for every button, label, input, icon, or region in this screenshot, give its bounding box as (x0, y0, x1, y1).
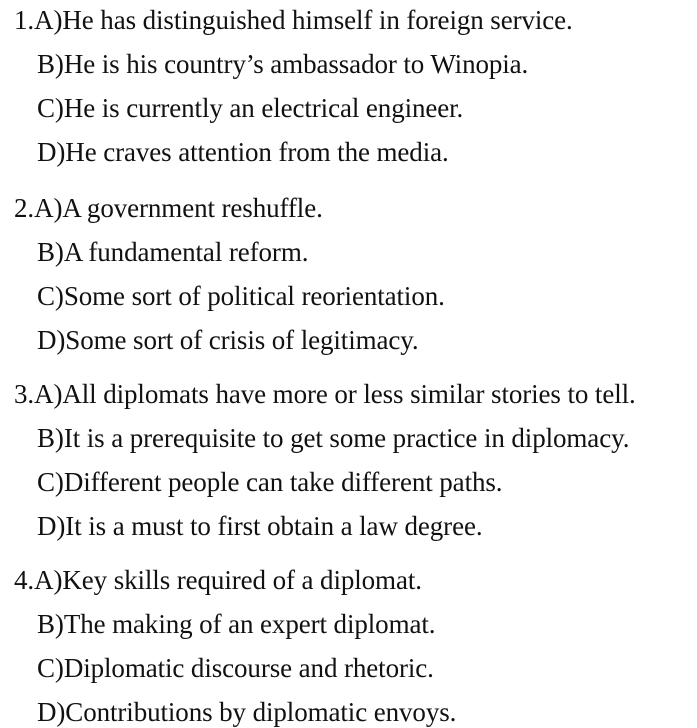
option-3a (14, 378, 636, 410)
option-letter: B) (37, 49, 64, 79)
question-number: 4. (14, 565, 35, 595)
option-letter: A) (34, 379, 63, 409)
option-text: Diplomatic discourse and rhetoric. (63, 653, 434, 683)
option-1c (37, 92, 463, 124)
option-2b (37, 236, 308, 268)
option-text: All diplomats have more or less similar stories to tell. (62, 379, 636, 409)
option-text: It is a prerequisite to get some practice in diplomacy. (63, 423, 630, 453)
option-letter: D) (37, 697, 66, 727)
option-text: A fundamental reform. (63, 237, 309, 267)
option-text: He is his country’s ambassador to Winopia. (63, 49, 529, 79)
option-text: A government reshuffle. (62, 193, 323, 223)
option-text: The making of an expert diplomat. (63, 609, 436, 639)
option-2d (37, 324, 419, 356)
option-4a (14, 564, 422, 596)
option-3c (37, 466, 502, 498)
question-number: 3. (14, 379, 35, 409)
question-number: 2. (14, 193, 35, 223)
option-letter: B) (37, 423, 64, 453)
option-letter: B) (37, 609, 64, 639)
option-letter: D) (37, 325, 66, 355)
question-number: 1. (14, 5, 35, 35)
option-letter: D) (37, 511, 66, 541)
option-text: He craves attention from the media. (65, 137, 449, 167)
option-1a (14, 4, 573, 36)
option-letter: C) (37, 281, 64, 311)
option-text: He has distinguished himself in foreign service. (62, 5, 573, 35)
option-letter: A) (34, 565, 63, 595)
option-2c (37, 280, 445, 312)
option-letter: D) (37, 137, 66, 167)
option-letter: C) (37, 653, 64, 683)
option-text: It is a must to first obtain a law degree. (65, 511, 483, 541)
option-1d (37, 136, 449, 168)
option-text: He is currently an electrical engineer. (63, 93, 464, 123)
option-text: Key skills required of a diplomat. (62, 565, 422, 595)
option-letter: B) (37, 237, 64, 267)
option-text: Some sort of political reorientation. (63, 281, 445, 311)
option-1b (37, 48, 528, 80)
option-text: Contributions by diplomatic envoys. (65, 697, 457, 727)
option-4c (37, 652, 434, 684)
option-letter: A) (34, 193, 63, 223)
option-2a (14, 192, 323, 224)
option-text: Some sort of crisis of legitimacy. (65, 325, 419, 355)
option-4b (37, 608, 435, 640)
option-3d (37, 510, 483, 542)
option-3b (37, 422, 629, 454)
option-text: Different people can take different paths. (63, 467, 503, 497)
option-4d (37, 696, 456, 728)
option-letter: A) (34, 5, 63, 35)
option-letter: C) (37, 467, 64, 497)
option-letter: C) (37, 93, 64, 123)
